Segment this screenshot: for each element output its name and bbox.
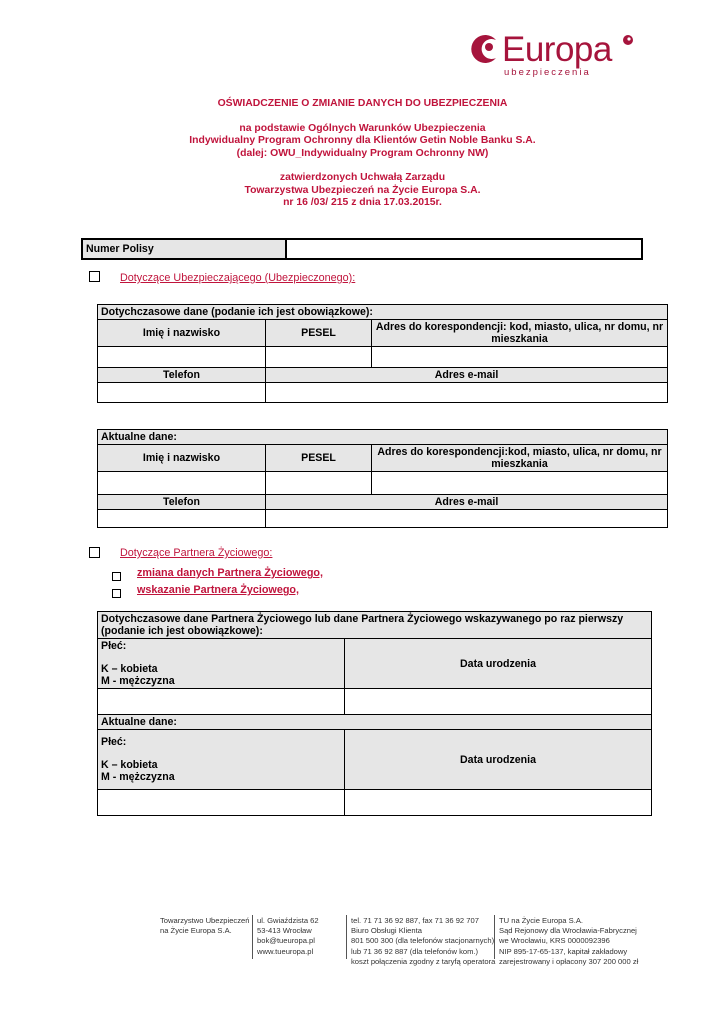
footer-registry [499, 916, 638, 967]
section1-previous-table [97, 304, 668, 403]
footer-text: ul. Gwiaździsta 62 [257, 916, 319, 925]
col-email: Adres e-mail [266, 495, 668, 510]
logo-dot-icon [622, 34, 634, 46]
col-phone: Telefon [98, 368, 266, 383]
partner-prev-sex-field[interactable] [98, 689, 345, 715]
policy-label: Numer Polisy [82, 239, 286, 259]
section1-checkbox[interactable] [89, 269, 100, 287]
europa-logo [462, 30, 642, 80]
prev-name-field[interactable] [98, 347, 266, 368]
header-line-1: na podstawie Ogólnych Warunków Ubezpieczenia [239, 122, 486, 134]
policy-number-field[interactable] [286, 239, 642, 259]
footer-text: we Wrocławiu, KRS 0000092396 [499, 936, 610, 946]
footer-company [160, 916, 249, 936]
prev-phone-field[interactable] [98, 383, 266, 403]
footer-text: zarejestrowany i opłacony 307 200 000 zł [499, 956, 639, 966]
section2-label: Dotyczące Partnera Życiowego: [120, 547, 273, 559]
policy-table [81, 238, 643, 260]
partner-current-sex-field[interactable] [98, 790, 345, 816]
footer-address [257, 916, 319, 957]
footer-divider [252, 915, 253, 959]
sex-option-k: K – kobieta [101, 663, 158, 675]
partner-current-sex-cell [98, 730, 345, 790]
footer-text: Towarzystwo Ubezpieczeń [160, 916, 250, 925]
section2-checkbox[interactable] [89, 545, 100, 563]
footer-text: Biuro Obsługi Klienta [351, 926, 422, 936]
footer-text: NIP 895-17-65-137, kapitał zakładowy [499, 946, 628, 956]
footer-contact [351, 916, 495, 967]
partner-prev-dob-label: Data urodzenia [345, 639, 652, 689]
option1-checkbox[interactable] [112, 568, 121, 586]
footer-website-link[interactable]: www.tueuropa.pl [257, 946, 314, 956]
document-header [80, 98, 645, 210]
partner-current-dob-label: Data urodzenia [345, 730, 652, 790]
section1-label: Dotyczące Ubezpieczającego (Ubezpieczonego): [120, 272, 356, 284]
current-email-field[interactable] [266, 510, 668, 528]
sex-label: Płeć: [101, 640, 127, 652]
col-address: Adres do korespondencji: kod, miasto, ulica, nr domu, nr mieszkania [372, 320, 668, 347]
header-line-2: Indywidualny Program Ochronny dla Klientów Getin Noble Banku S.A. [189, 135, 536, 146]
partner-prev-dob-field[interactable] [345, 689, 652, 715]
footer-text: tel. 71 71 36 92 887, fax 71 36 92 707 [351, 916, 479, 925]
current-phone-field[interactable] [98, 510, 266, 528]
header-line-5: Towarzystwa Ubezpieczeń na Życie Europa S.A. [244, 184, 481, 196]
prev-email-field[interactable] [266, 383, 668, 403]
footer-text: lub 71 36 92 887 (dla telefonów kom.) [351, 946, 479, 956]
logo-wordmark: Europa [502, 30, 612, 69]
sex-label: Płeć: [101, 736, 127, 748]
footer-text: 801 500 300 (dla telefonów stacjonarnych) [351, 936, 495, 946]
sex-option-m: M - mężczyzna [101, 771, 175, 783]
footer-email-link[interactable]: bok@tueuropa.pl [257, 936, 315, 946]
partner-current-dob-field[interactable] [345, 790, 652, 816]
option1-label: zmiana danych Partnera Życiowego, [137, 567, 324, 579]
logo-subtitle: ubezpieczenia [504, 67, 591, 78]
option2-label: wskazanie Partnera Życiowego, [137, 584, 300, 596]
partner-prev-sex-cell [98, 639, 345, 689]
partner-previous-table [97, 611, 652, 816]
col-address: Adres do korespondencji:kod, miasto, ulica, nr domu, nr mieszkania [372, 445, 668, 472]
footer-text: 53-413 Wrocław [257, 926, 312, 936]
partner-current-caption: Aktualne dane: [98, 715, 652, 730]
col-pesel: PESEL [266, 445, 372, 472]
col-phone: Telefon [98, 495, 266, 510]
col-pesel: PESEL [266, 320, 372, 347]
col-name: Imię i nazwisko [98, 445, 266, 472]
sex-option-k: K – kobieta [101, 759, 158, 771]
current-pesel-field[interactable] [266, 472, 372, 495]
footer-text: koszt połączenia zgodny z taryfą operatora [351, 956, 496, 966]
footer-divider [346, 915, 347, 959]
section1-prev-caption: Dotychczasowe dane (podanie ich jest obowiązkowe): [98, 305, 668, 320]
partner-prev-caption: Dotychczasowe dane Partnera Życiowego lub dane Partnera Życiowego wskazywanego po raz pierwszy (podanie ich jest obowiązkowe): [98, 612, 652, 639]
prev-pesel-field[interactable] [266, 347, 372, 368]
current-name-field[interactable] [98, 472, 266, 495]
sex-option-m: M - mężczyzna [101, 675, 175, 687]
header-line-4: zatwierdzonych Uchwałą Zarządu [279, 172, 446, 183]
prev-address-field[interactable] [372, 347, 668, 368]
page-title: OŚWIADCZENIE O ZMIANIE DANYCH DO UBEZPIECZENIA [217, 98, 508, 109]
header-line-3: (dalej: OWU_Indywidualny Program Ochronny NW) [236, 147, 489, 159]
footer-text: TU na Życie Europa S.A. [499, 916, 583, 925]
section1-current-caption: Aktualne dane: [98, 430, 668, 445]
current-address-field[interactable] [372, 472, 668, 495]
col-name: Imię i nazwisko [98, 320, 266, 347]
header-line-6: nr 16 /03/ 215 z dnia 17.03.2015r. [283, 197, 442, 208]
logo-mark-icon [462, 32, 502, 66]
footer-divider [494, 915, 495, 959]
col-email: Adres e-mail [266, 368, 668, 383]
option2-checkbox[interactable] [112, 585, 121, 603]
footer-text: Sąd Rejonowy dla Wrocławia-Fabrycznej [499, 926, 637, 936]
footer-text: na Życie Europa S.A. [160, 926, 232, 936]
section1-current-table [97, 429, 668, 528]
